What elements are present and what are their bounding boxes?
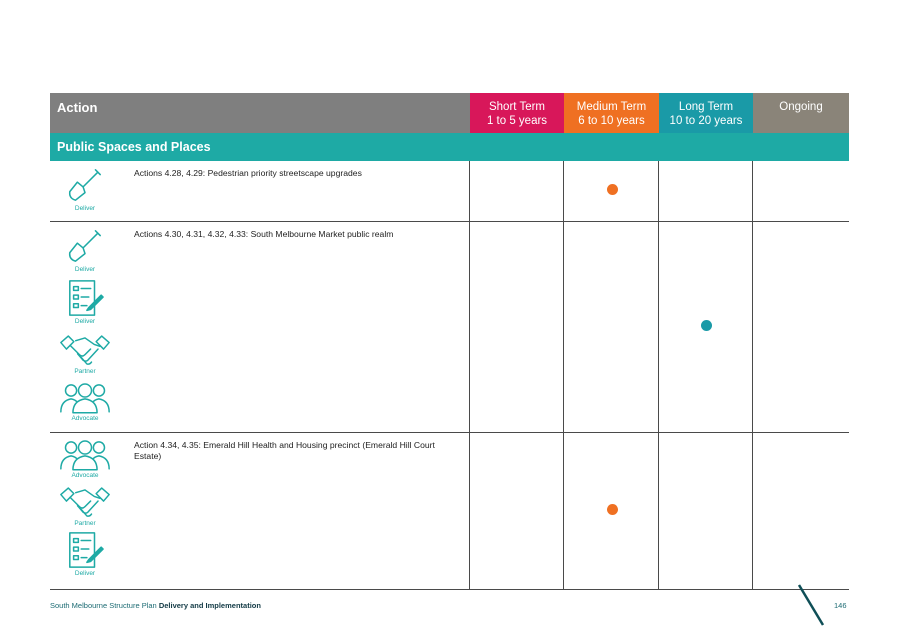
column-divider — [563, 222, 564, 432]
role-icon-advocate — [58, 437, 112, 479]
action-column-header: Action — [50, 93, 470, 133]
people-icon — [59, 380, 111, 414]
column-divider — [563, 161, 564, 221]
role-icon-deliver — [58, 166, 112, 212]
medium-term-title: Medium Term — [576, 101, 647, 113]
column-divider — [469, 433, 470, 589]
page-footer — [50, 601, 261, 610]
column-divider — [752, 161, 753, 221]
short-term-title: Short Term — [488, 101, 546, 113]
role-icon-deliver — [58, 531, 112, 577]
long-term-title: Long Term — [678, 101, 734, 113]
ongoing-title: Ongoing — [779, 101, 823, 113]
column-divider — [469, 161, 470, 221]
people-icon — [59, 437, 111, 471]
role-label: Partner — [74, 520, 96, 527]
footer-section-title: Delivery and Implementation — [158, 601, 261, 610]
role-label: Deliver — [74, 570, 96, 577]
section-title-public-spaces: Public Spaces and Places — [50, 133, 849, 161]
role-label: Deliver — [74, 318, 96, 325]
role-icon-deliver — [58, 279, 112, 325]
column-divider — [752, 433, 753, 589]
column-divider — [752, 222, 753, 432]
table-row — [50, 161, 849, 222]
document-title: South Melbourne Structure Plan — [50, 601, 157, 610]
medium-term-subtitle: 6 to 10 years — [578, 115, 645, 127]
role-label: Deliver — [74, 266, 96, 273]
medium-term-timing-dot — [607, 504, 618, 515]
column-divider — [658, 433, 659, 589]
table-row — [50, 433, 849, 590]
decorative-slash-icon — [795, 583, 827, 627]
medium-term-column-header — [564, 93, 659, 133]
long-term-timing-dot — [701, 320, 712, 331]
handshake-icon — [59, 485, 111, 519]
role-label: Deliver — [74, 205, 96, 212]
column-divider — [658, 222, 659, 432]
column-divider — [469, 222, 470, 432]
action-description: Actions 4.30, 4.31, 4.32, 4.33: South Melbourne Market public realm — [134, 229, 394, 239]
role-icon-partner — [58, 485, 112, 527]
checklist-icon — [66, 279, 104, 317]
short-term-subtitle: 1 to 5 years — [486, 115, 548, 127]
column-divider — [658, 161, 659, 221]
ongoing-column-header — [753, 93, 849, 133]
long-term-subtitle: 10 to 20 years — [669, 115, 743, 127]
action-description: Action 4.34, 4.35: Emerald Hill Health and Housing precinct (Emerald Hill Court Estate) — [134, 440, 435, 461]
role-label: Partner — [74, 368, 96, 375]
role-label: Advocate — [71, 415, 99, 422]
medium-term-timing-dot — [607, 184, 618, 195]
column-divider — [563, 433, 564, 589]
role-icon-deliver — [58, 227, 112, 273]
role-icon-partner — [58, 333, 112, 375]
long-term-column-header — [659, 93, 753, 133]
page-number: 146 — [834, 601, 847, 610]
handshake-icon — [59, 333, 111, 367]
checklist-icon — [66, 531, 104, 569]
action-description: Actions 4.28, 4.29: Pedestrian priority streetscape upgrades — [134, 168, 362, 178]
short-term-column-header — [470, 93, 564, 133]
role-icon-advocate — [58, 380, 112, 422]
shovel-icon — [66, 166, 104, 204]
table-row — [50, 222, 849, 433]
shovel-icon — [66, 227, 104, 265]
role-label: Advocate — [71, 472, 99, 479]
